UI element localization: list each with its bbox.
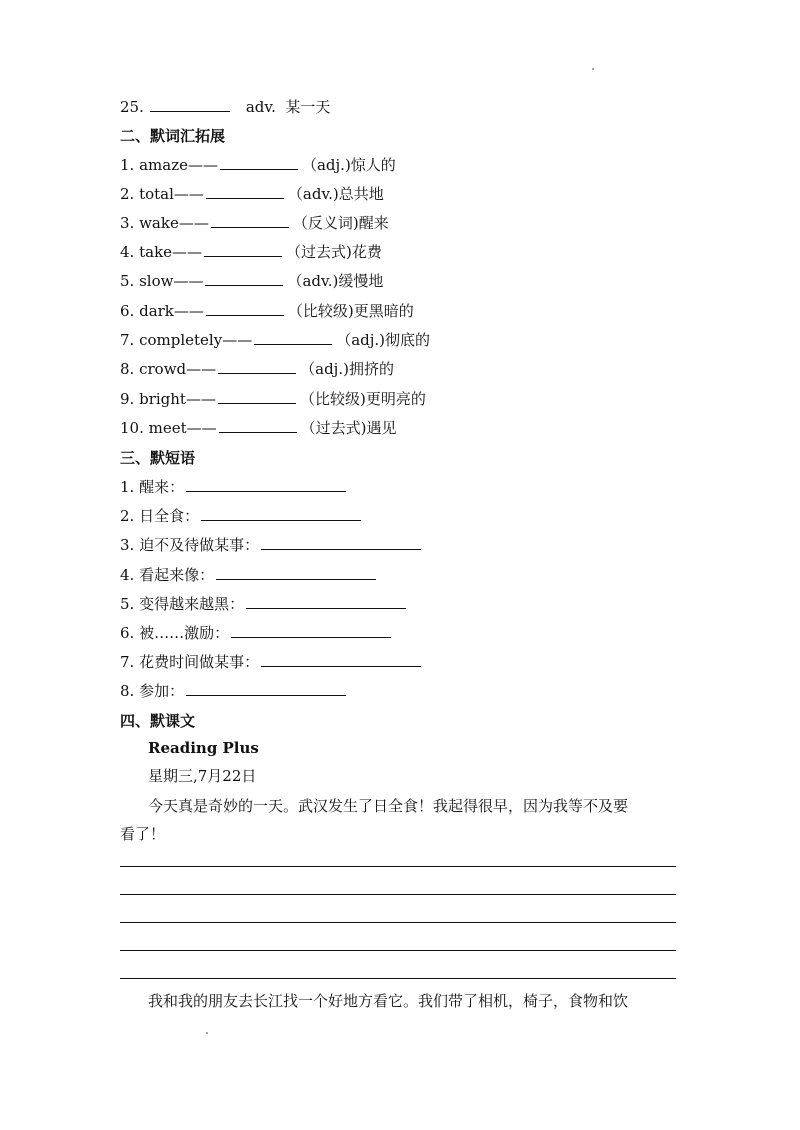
phrase-item bbox=[120, 652, 421, 672]
dash: —— bbox=[173, 302, 204, 320]
item-number: 25. bbox=[120, 98, 144, 116]
dash: —— bbox=[186, 360, 217, 378]
vocab-ext-item bbox=[120, 271, 383, 291]
paragraph-1-line-2: 看了！ bbox=[120, 825, 166, 843]
dash: —— bbox=[186, 419, 217, 437]
hint: （过去式)花费 bbox=[286, 243, 382, 261]
paragraph-1-line-1: 今天真是奇妙的一天。武汉发生了日全食！我起得很早，因为我等不及要 bbox=[148, 797, 629, 815]
base-word: meet bbox=[148, 419, 187, 437]
dash: —— bbox=[185, 390, 216, 408]
vocab-item-25 bbox=[120, 97, 330, 117]
base-word: crowd bbox=[139, 360, 187, 378]
diary-date: 星期三,7月22日 bbox=[148, 767, 257, 785]
paragraph-2-line-1: 我和我的朋友去长江找一个好地方看它。我们带了相机，椅子，食物和饮 bbox=[148, 992, 629, 1010]
item-number: 4. bbox=[120, 243, 135, 261]
base-word: wake bbox=[139, 214, 179, 232]
answer-blank[interactable] bbox=[246, 594, 406, 609]
item-number: 8. bbox=[120, 360, 135, 378]
answer-blank[interactable] bbox=[261, 652, 421, 667]
base-word: completely bbox=[139, 331, 223, 349]
answer-blank[interactable] bbox=[205, 271, 283, 286]
answer-blank[interactable] bbox=[186, 681, 346, 696]
decorative-dot bbox=[206, 1032, 208, 1034]
decorative-dot bbox=[592, 68, 594, 70]
dash: —— bbox=[173, 272, 204, 290]
phrase-prompt: 日全食： bbox=[139, 507, 200, 525]
item-number: 1. bbox=[120, 478, 135, 496]
vocab-ext-item bbox=[120, 359, 394, 379]
vocab-ext-item bbox=[120, 155, 396, 175]
phrase-item bbox=[120, 681, 346, 701]
dash: —— bbox=[222, 331, 253, 349]
answer-blank[interactable] bbox=[211, 213, 289, 228]
reading-title: Reading Plus bbox=[148, 739, 259, 757]
base-word: bright bbox=[139, 390, 186, 408]
answer-blank[interactable] bbox=[206, 184, 284, 199]
vocab-ext-item bbox=[120, 418, 397, 438]
phrase-item bbox=[120, 594, 406, 614]
answer-blank[interactable] bbox=[150, 97, 230, 112]
phrase-item bbox=[120, 477, 346, 497]
answer-blank[interactable] bbox=[254, 330, 332, 345]
base-word: amaze bbox=[139, 156, 188, 174]
hint: （反义词)醒来 bbox=[292, 214, 389, 232]
item-number: 4. bbox=[120, 566, 135, 584]
answer-blank[interactable] bbox=[218, 389, 296, 404]
vocab-ext-item bbox=[120, 301, 414, 321]
vocab-ext-item bbox=[120, 184, 384, 204]
writing-line[interactable] bbox=[120, 922, 676, 923]
hint: （adv.)总共地 bbox=[287, 185, 384, 203]
item-number: 6. bbox=[120, 302, 135, 320]
hint: （过去式)遇见 bbox=[300, 419, 397, 437]
item-number: 2. bbox=[120, 185, 135, 203]
dash: —— bbox=[173, 185, 204, 203]
base-word: total bbox=[139, 185, 174, 203]
answer-blank[interactable] bbox=[201, 506, 361, 521]
dash: —— bbox=[172, 243, 203, 261]
phrase-prompt: 被……激励： bbox=[139, 624, 230, 642]
item-number: 3. bbox=[120, 214, 135, 232]
item-number: 6. bbox=[120, 624, 135, 642]
phrase-prompt: 变得越来越黑： bbox=[139, 595, 245, 613]
section-title-phrases: 三、默短语 bbox=[120, 449, 196, 467]
dash: —— bbox=[178, 214, 209, 232]
item-number: 3. bbox=[120, 536, 135, 554]
hint: （比较级)更明亮的 bbox=[299, 390, 426, 408]
item-number: 5. bbox=[120, 272, 135, 290]
answer-blank[interactable] bbox=[231, 623, 391, 638]
answer-blank[interactable] bbox=[216, 565, 376, 580]
phrase-prompt: 醒来： bbox=[139, 478, 185, 496]
hint: （比较级)更黑暗的 bbox=[287, 302, 414, 320]
phrase-item bbox=[120, 535, 421, 555]
item-number: 1. bbox=[120, 156, 135, 174]
item-number: 10. bbox=[120, 419, 144, 437]
answer-blank[interactable] bbox=[218, 359, 296, 374]
phrase-prompt: 参加： bbox=[139, 682, 185, 700]
answer-blank[interactable] bbox=[206, 301, 284, 316]
writing-line[interactable] bbox=[120, 950, 676, 951]
writing-line[interactable] bbox=[120, 894, 676, 895]
base-word: slow bbox=[139, 272, 174, 290]
base-word: take bbox=[139, 243, 173, 261]
vocab-ext-item bbox=[120, 213, 389, 233]
writing-line[interactable] bbox=[120, 866, 676, 867]
item-number: 7. bbox=[120, 653, 135, 671]
answer-blank[interactable] bbox=[219, 418, 297, 433]
answer-blank[interactable] bbox=[186, 477, 346, 492]
section-title-vocab-extension: 二、默词汇拓展 bbox=[120, 127, 226, 145]
vocab-ext-item bbox=[120, 242, 382, 262]
dash: —— bbox=[187, 156, 218, 174]
item-number: 7. bbox=[120, 331, 135, 349]
answer-blank[interactable] bbox=[261, 535, 421, 550]
hint: （adj.)惊人的 bbox=[301, 156, 396, 174]
writing-line[interactable] bbox=[120, 978, 676, 979]
phrase-item bbox=[120, 506, 361, 526]
answer-blank[interactable] bbox=[220, 155, 298, 170]
phrase-item bbox=[120, 623, 391, 643]
vocab-ext-item bbox=[120, 389, 426, 409]
item-number: 5. bbox=[120, 595, 135, 613]
part-of-speech: adv. bbox=[245, 98, 276, 116]
item-number: 9. bbox=[120, 390, 135, 408]
answer-blank[interactable] bbox=[204, 242, 282, 257]
phrase-prompt: 花费时间做某事： bbox=[139, 653, 260, 671]
hint: （adj.)彻底的 bbox=[336, 331, 431, 349]
phrase-prompt: 看起来像： bbox=[139, 566, 215, 584]
base-word: dark bbox=[139, 302, 174, 320]
hint: （adv.)缓慢地 bbox=[287, 272, 384, 290]
hint: （adj.)拥挤的 bbox=[300, 360, 394, 378]
phrase-item bbox=[120, 565, 376, 585]
vocab-ext-item bbox=[120, 330, 430, 350]
phrase-prompt: 迫不及待做某事： bbox=[139, 536, 260, 554]
section-title-text-recitation: 四、默课文 bbox=[120, 712, 196, 730]
item-number: 8. bbox=[120, 682, 135, 700]
item-number: 2. bbox=[120, 507, 135, 525]
meaning: 某一天 bbox=[285, 98, 331, 116]
